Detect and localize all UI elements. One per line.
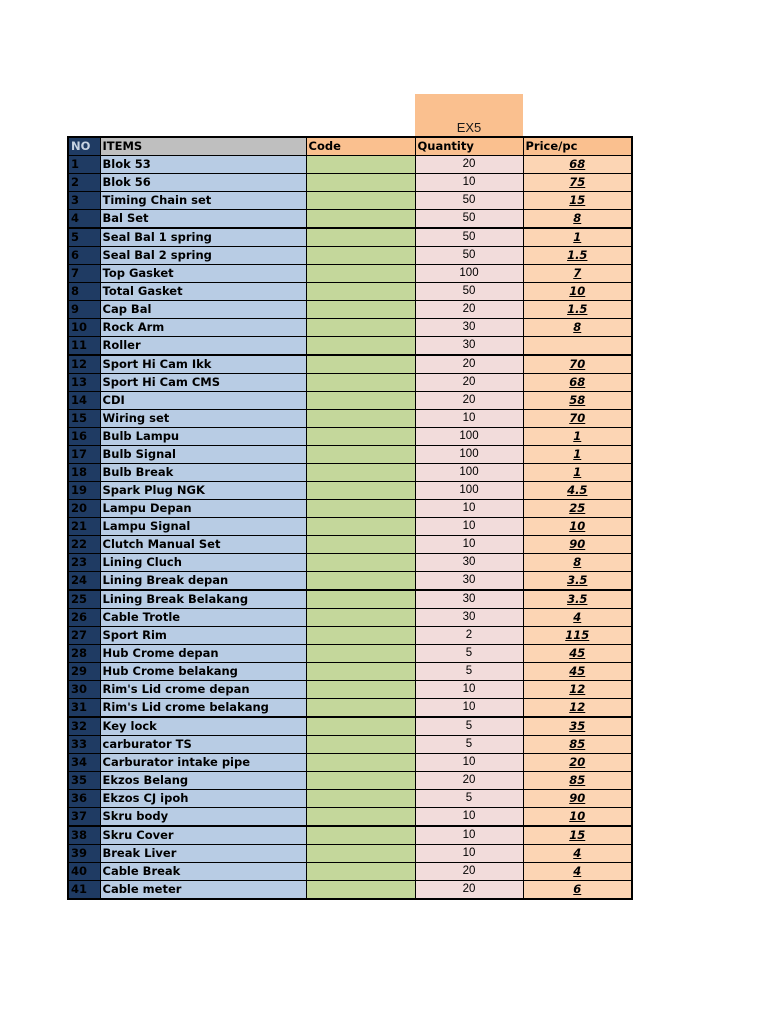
quantity-cell[interactable]: 100 [415,482,523,500]
row-number[interactable]: 35 [68,772,100,790]
quantity-cell[interactable]: 20 [415,863,523,881]
table-row [68,374,632,392]
table-row [68,699,632,718]
price-cell[interactable]: 7 [523,265,632,283]
code-cell[interactable] [306,627,415,645]
table-row [68,392,632,410]
item-name-cell[interactable]: Ekzos CJ ipoh [100,790,306,808]
item-name-cell[interactable]: Blok 53 [100,156,306,174]
item-name-cell[interactable]: Roller [100,337,306,356]
quantity-cell[interactable]: 30 [415,337,523,356]
quantity-cell[interactable]: 10 [415,754,523,772]
item-name-cell[interactable]: Rim's Lid crome belakang [100,699,306,718]
item-name-cell[interactable]: Rim's Lid crome depan [100,681,306,699]
price-cell[interactable]: 20 [523,754,632,772]
item-name-cell[interactable]: Top Gasket [100,265,306,283]
row-number[interactable]: 32 [68,717,100,736]
code-cell[interactable] [306,590,415,609]
quantity-cell[interactable]: 20 [415,772,523,790]
row-number[interactable]: 20 [68,500,100,518]
quantity-cell[interactable]: 20 [415,374,523,392]
quantity-cell[interactable]: 10 [415,808,523,827]
row-number[interactable]: 33 [68,736,100,754]
price-cell[interactable]: 12 [523,699,632,718]
table-row [68,228,632,247]
code-cell[interactable] [306,265,415,283]
row-number[interactable]: 39 [68,845,100,863]
row-number[interactable]: 24 [68,572,100,591]
price-cell[interactable]: 3.5 [523,590,632,609]
table-row [68,464,632,482]
price-cell[interactable]: 75 [523,174,632,192]
row-number[interactable]: 34 [68,754,100,772]
item-name-cell[interactable]: Bulb Lampu [100,428,306,446]
quantity-cell[interactable]: 20 [415,156,523,174]
item-name-cell[interactable]: Clutch Manual Set [100,536,306,554]
table-row [68,283,632,301]
code-cell[interactable] [306,283,415,301]
price-cell[interactable]: 115 [523,627,632,645]
price-cell[interactable]: 8 [523,554,632,572]
code-cell[interactable] [306,192,415,210]
code-cell[interactable] [306,301,415,319]
table-row [68,518,632,536]
code-cell[interactable] [306,518,415,536]
table-row [68,627,632,645]
header-price: Price/pc [523,137,632,156]
row-number[interactable]: 22 [68,536,100,554]
quantity-cell[interactable]: 5 [415,790,523,808]
row-number[interactable]: 29 [68,663,100,681]
price-cell[interactable]: 4.5 [523,482,632,500]
item-name-cell[interactable]: Lining Cluch [100,554,306,572]
item-name-cell[interactable]: Key lock [100,717,306,736]
table-row [68,482,632,500]
item-name-cell[interactable]: Break Liver [100,845,306,863]
quantity-cell[interactable]: 10 [415,826,523,845]
item-name-cell[interactable]: Cable Break [100,863,306,881]
price-cell[interactable]: 10 [523,518,632,536]
ex5-group-label: EX5 [415,94,523,137]
code-cell[interactable] [306,645,415,663]
price-cell[interactable]: 6 [523,881,632,900]
price-cell[interactable]: 25 [523,500,632,518]
row-number[interactable]: 27 [68,627,100,645]
item-name-cell[interactable]: Seal Bal 2 spring [100,247,306,265]
price-cell[interactable]: 12 [523,681,632,699]
item-name-cell[interactable]: Sport Hi Cam CMS [100,374,306,392]
price-cell[interactable]: 70 [523,355,632,374]
code-cell[interactable] [306,554,415,572]
quantity-cell[interactable]: 20 [415,355,523,374]
code-cell[interactable] [306,609,415,627]
code-cell[interactable] [306,845,415,863]
parts-price-table [67,136,633,900]
quantity-cell[interactable]: 5 [415,663,523,681]
item-name-cell[interactable]: Carburator intake pipe [100,754,306,772]
table-body [68,156,632,900]
price-cell[interactable]: 45 [523,663,632,681]
price-cell[interactable]: 90 [523,790,632,808]
code-cell[interactable] [306,482,415,500]
code-cell[interactable] [306,319,415,337]
item-name-cell[interactable]: Cap Bal [100,301,306,319]
price-cell[interactable]: 1 [523,464,632,482]
code-cell[interactable] [306,428,415,446]
row-number[interactable]: 15 [68,410,100,428]
quantity-cell[interactable]: 50 [415,192,523,210]
row-number[interactable]: 14 [68,392,100,410]
item-name-cell[interactable]: Timing Chain set [100,192,306,210]
row-number[interactable]: 11 [68,337,100,356]
price-cell[interactable]: 4 [523,609,632,627]
item-name-cell[interactable]: Sport Rim [100,627,306,645]
header-items: ITEMS [100,137,306,156]
code-cell[interactable] [306,228,415,247]
price-cell[interactable]: 15 [523,826,632,845]
code-cell[interactable] [306,174,415,192]
table-row [68,881,632,900]
item-name-cell[interactable]: Hub Crome depan [100,645,306,663]
row-number[interactable]: 5 [68,228,100,247]
quantity-cell[interactable]: 10 [415,699,523,718]
row-number[interactable]: 30 [68,681,100,699]
row-number[interactable]: 21 [68,518,100,536]
row-number[interactable]: 23 [68,554,100,572]
table-row [68,826,632,845]
table-row [68,754,632,772]
price-cell[interactable]: 45 [523,645,632,663]
item-name-cell[interactable]: Wiring set [100,410,306,428]
code-cell[interactable] [306,699,415,718]
quantity-cell[interactable]: 2 [415,627,523,645]
price-cell[interactable]: 58 [523,392,632,410]
code-cell[interactable] [306,355,415,374]
item-name-cell[interactable]: Total Gasket [100,283,306,301]
code-cell[interactable] [306,446,415,464]
table-row [68,410,632,428]
table-row [68,645,632,663]
price-cell[interactable]: 85 [523,736,632,754]
quantity-cell[interactable]: 30 [415,319,523,337]
item-name-cell[interactable]: carburator TS [100,736,306,754]
table-row [68,681,632,699]
row-number[interactable]: 13 [68,374,100,392]
quantity-cell[interactable]: 50 [415,283,523,301]
price-cell[interactable]: 3.5 [523,572,632,591]
quantity-cell[interactable]: 30 [415,572,523,591]
row-number[interactable]: 19 [68,482,100,500]
code-cell[interactable] [306,681,415,699]
price-cell[interactable]: 10 [523,808,632,827]
item-name-cell[interactable]: CDI [100,392,306,410]
row-number[interactable]: 36 [68,790,100,808]
table-row [68,428,632,446]
row-number[interactable]: 25 [68,590,100,609]
row-number[interactable]: 3 [68,192,100,210]
code-cell[interactable] [306,392,415,410]
quantity-cell[interactable]: 100 [415,446,523,464]
price-cell[interactable]: 68 [523,156,632,174]
item-name-cell[interactable]: Cable Trotle [100,609,306,627]
table-row [68,772,632,790]
price-cell[interactable]: 8 [523,210,632,229]
table-row [68,663,632,681]
row-number[interactable]: 1 [68,156,100,174]
price-cell[interactable]: 15 [523,192,632,210]
quantity-cell[interactable]: 30 [415,554,523,572]
code-cell[interactable] [306,663,415,681]
code-cell[interactable] [306,210,415,229]
code-cell[interactable] [306,500,415,518]
item-name-cell[interactable]: Hub Crome belakang [100,663,306,681]
table-row [68,156,632,174]
row-number[interactable]: 26 [68,609,100,627]
table-row [68,590,632,609]
item-name-cell[interactable]: Skru Cover [100,826,306,845]
table-row [68,536,632,554]
table-row [68,337,632,356]
quantity-cell[interactable]: 10 [415,536,523,554]
row-number[interactable]: 31 [68,699,100,718]
item-name-cell[interactable]: Bulb Break [100,464,306,482]
price-cell[interactable]: 4 [523,863,632,881]
quantity-cell[interactable]: 10 [415,681,523,699]
header-row [68,137,632,156]
code-cell[interactable] [306,808,415,827]
table-row [68,845,632,863]
code-cell[interactable] [306,736,415,754]
code-cell[interactable] [306,863,415,881]
table-row [68,210,632,229]
quantity-cell[interactable]: 20 [415,881,523,900]
table-row [68,808,632,827]
item-name-cell[interactable]: Spark Plug NGK [100,482,306,500]
price-cell[interactable] [523,337,632,356]
quantity-cell[interactable]: 10 [415,518,523,536]
row-number[interactable]: 16 [68,428,100,446]
item-name-cell[interactable]: Blok 56 [100,174,306,192]
quantity-cell[interactable]: 10 [415,174,523,192]
item-name-cell[interactable]: Bulb Signal [100,446,306,464]
price-cell[interactable]: 1 [523,446,632,464]
row-number[interactable]: 40 [68,863,100,881]
header-quantity: Quantity [415,137,523,156]
quantity-cell[interactable]: 50 [415,228,523,247]
price-cell[interactable]: 1.5 [523,247,632,265]
quantity-cell[interactable]: 10 [415,410,523,428]
item-name-cell[interactable]: Sport Hi Cam Ikk [100,355,306,374]
item-name-cell[interactable]: Cable meter [100,881,306,900]
code-cell[interactable] [306,881,415,900]
item-name-cell[interactable]: Rock Arm [100,319,306,337]
code-cell[interactable] [306,826,415,845]
item-name-cell[interactable]: Lampu Signal [100,518,306,536]
quantity-cell[interactable]: 10 [415,845,523,863]
quantity-cell[interactable]: 30 [415,590,523,609]
table-row [68,609,632,627]
quantity-cell[interactable]: 50 [415,210,523,229]
table-row [68,717,632,736]
row-number[interactable]: 8 [68,283,100,301]
price-cell[interactable]: 85 [523,772,632,790]
quantity-cell[interactable]: 5 [415,645,523,663]
quantity-cell[interactable]: 100 [415,428,523,446]
code-cell[interactable] [306,464,415,482]
quantity-cell[interactable]: 100 [415,265,523,283]
row-number[interactable]: 38 [68,826,100,845]
price-cell[interactable]: 35 [523,717,632,736]
item-name-cell[interactable]: Lampu Depan [100,500,306,518]
price-cell[interactable]: 4 [523,845,632,863]
row-number[interactable]: 2 [68,174,100,192]
row-number[interactable]: 7 [68,265,100,283]
code-cell[interactable] [306,337,415,356]
header-no: NO [68,137,100,156]
code-cell[interactable] [306,717,415,736]
row-number[interactable]: 6 [68,247,100,265]
quantity-cell[interactable]: 5 [415,736,523,754]
code-cell[interactable] [306,156,415,174]
code-cell[interactable] [306,790,415,808]
code-cell[interactable] [306,374,415,392]
code-cell[interactable] [306,572,415,591]
row-number[interactable]: 37 [68,808,100,827]
item-name-cell[interactable]: Skru body [100,808,306,827]
item-name-cell[interactable]: Lining Break depan [100,572,306,591]
table-row [68,247,632,265]
quantity-cell[interactable]: 10 [415,500,523,518]
table-row [68,572,632,591]
code-cell[interactable] [306,772,415,790]
header-code: Code [306,137,415,156]
table-row [68,301,632,319]
price-cell[interactable]: 1.5 [523,301,632,319]
table-row [68,790,632,808]
price-cell[interactable]: 70 [523,410,632,428]
quantity-cell[interactable]: 20 [415,301,523,319]
quantity-cell[interactable]: 30 [415,609,523,627]
table-row [68,863,632,881]
table-row [68,446,632,464]
table-row [68,500,632,518]
item-name-cell[interactable]: Lining Break Belakang [100,590,306,609]
row-number[interactable]: 41 [68,881,100,900]
row-number[interactable]: 10 [68,319,100,337]
quantity-cell[interactable]: 100 [415,464,523,482]
code-cell[interactable] [306,247,415,265]
table-row [68,192,632,210]
table-row [68,736,632,754]
code-cell[interactable] [306,410,415,428]
quantity-cell[interactable]: 5 [415,717,523,736]
code-cell[interactable] [306,536,415,554]
item-name-cell[interactable]: Bal Set [100,210,306,229]
price-cell[interactable]: 1 [523,228,632,247]
price-cell[interactable]: 8 [523,319,632,337]
quantity-cell[interactable]: 50 [415,247,523,265]
table-row [68,355,632,374]
price-cell[interactable]: 90 [523,536,632,554]
table-row [68,174,632,192]
row-number[interactable]: 17 [68,446,100,464]
table-row [68,319,632,337]
price-cell[interactable]: 1 [523,428,632,446]
item-name-cell[interactable]: Seal Bal 1 spring [100,228,306,247]
row-number[interactable]: 28 [68,645,100,663]
row-number[interactable]: 18 [68,464,100,482]
price-cell[interactable]: 68 [523,374,632,392]
row-number[interactable]: 4 [68,210,100,229]
code-cell[interactable] [306,754,415,772]
row-number[interactable]: 12 [68,355,100,374]
table-row [68,554,632,572]
table-row [68,265,632,283]
row-number[interactable]: 9 [68,301,100,319]
item-name-cell[interactable]: Ekzos Belang [100,772,306,790]
quantity-cell[interactable]: 20 [415,392,523,410]
price-cell[interactable]: 10 [523,283,632,301]
